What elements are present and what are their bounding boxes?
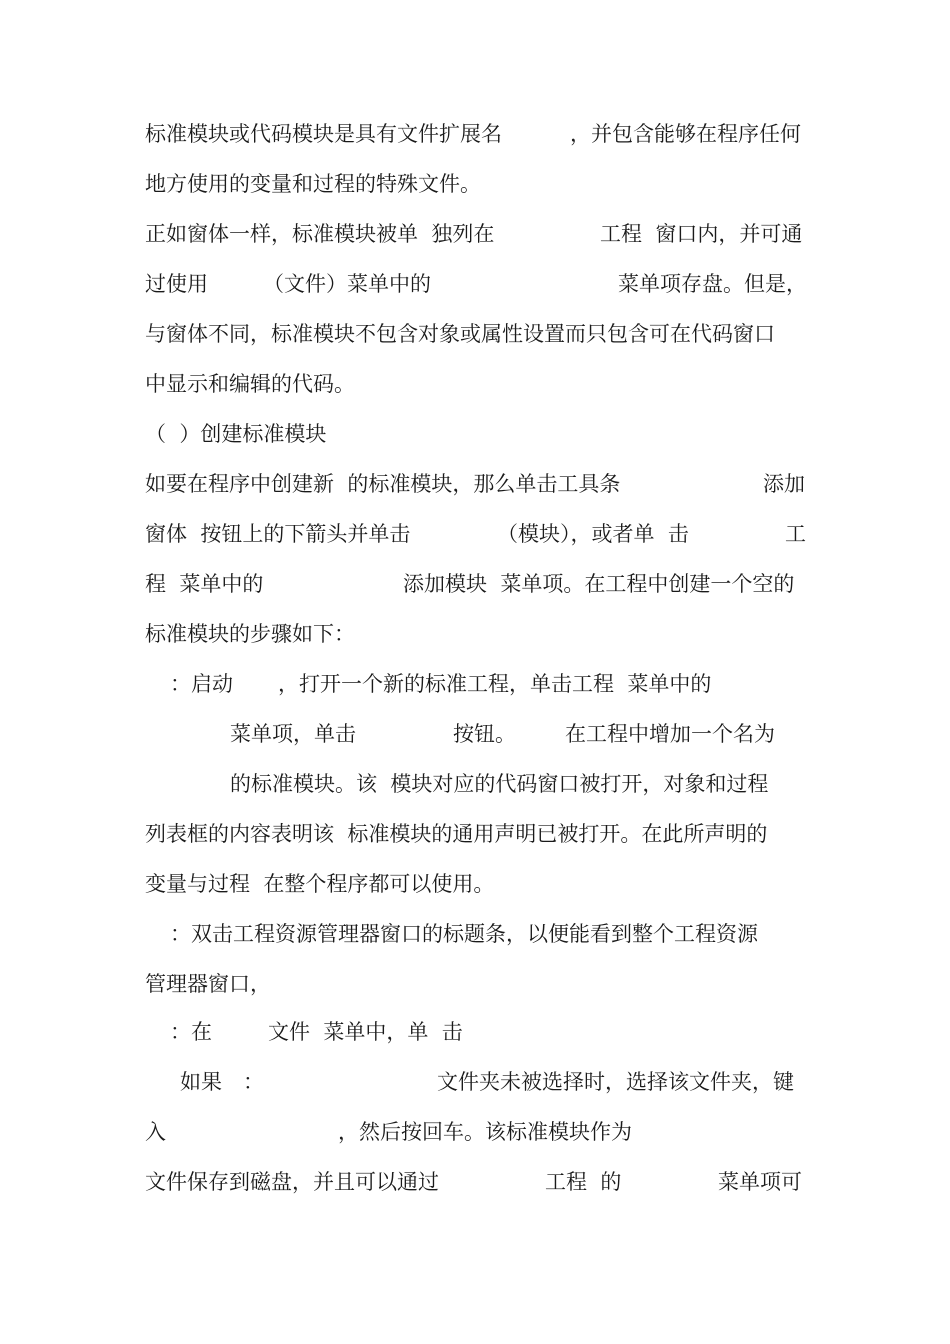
- text-line: [0, 268, 950, 300]
- text-segment: 管理器窗口，: [145, 972, 271, 996]
- text-segment: 文件夹未被选择时，选择该文件夹，键: [437, 1070, 794, 1094]
- text-line: [0, 118, 950, 150]
- text-segment: （模块），或者单 击: [497, 522, 689, 546]
- text-segment: ：双击工程资源管理器窗口的标题条，以便能看到整个工程资源: [170, 922, 758, 946]
- text-line: [0, 168, 950, 200]
- text-line: [0, 1016, 950, 1048]
- text-segment: 在工程中增加一个名为: [565, 722, 775, 746]
- text-line: [0, 568, 950, 600]
- text-line: [0, 518, 950, 550]
- text-segment: 标准模块或代码模块是具有文件扩展名: [145, 122, 502, 146]
- text-segment: 中显示和编辑的代码。: [145, 372, 355, 396]
- text-segment: ：: [243, 1070, 264, 1094]
- text-segment: （ ）创建标准模块: [145, 422, 327, 446]
- text-segment: （文件）菜单中的: [263, 272, 431, 296]
- text-segment: 如要在程序中创建新 的标准模块，那么单击工具条: [145, 472, 621, 496]
- text-segment: 与窗体不同，标准模块不包含对象或属性设置而只包含可在代码窗口: [145, 322, 775, 346]
- text-segment: 程 菜单中的: [145, 572, 264, 596]
- text-line: [0, 618, 950, 650]
- text-segment: 菜单项，单击: [230, 722, 356, 746]
- text-segment: 如果: [180, 1070, 222, 1094]
- text-line: [0, 818, 950, 850]
- text-line: [0, 218, 950, 250]
- text-line: [0, 1066, 950, 1098]
- text-segment: ，打开一个新的标准工程，单击工程 菜单中的: [278, 672, 712, 696]
- text-segment: 工程 的: [545, 1170, 622, 1194]
- text-segment: 文件 菜单中，单 击: [268, 1020, 463, 1044]
- text-segment: 添加模块 菜单项。在工程中创建一个空的: [403, 572, 795, 596]
- text-segment: 菜单项存盘。但是，: [618, 272, 807, 296]
- text-line: [0, 868, 950, 900]
- text-segment: 正如窗体一样，标准模块被单 独列在: [145, 222, 495, 246]
- text-segment: 按钮。: [453, 722, 516, 746]
- text-line: [0, 468, 950, 500]
- text-segment: 变量与过程 在整个程序都可以使用。: [145, 872, 495, 896]
- text-segment: 过使用: [145, 272, 208, 296]
- text-segment: 窗体 按钮上的下箭头并单击: [145, 522, 411, 546]
- text-segment: 列表框的内容表明该 标准模块的通用声明已被打开。在此所声明的: [145, 822, 768, 846]
- text-segment: 的标准模块。该 模块对应的代码窗口被打开，对象和过程: [230, 772, 769, 796]
- text-line: [0, 1166, 950, 1198]
- text-segment: 入: [145, 1120, 166, 1144]
- text-segment: ，并包含能够在程序任何: [570, 122, 801, 146]
- text-line: [0, 668, 950, 700]
- text-segment: 菜单项可: [718, 1170, 802, 1194]
- text-segment: 地方使用的变量和过程的特殊文件。: [145, 172, 481, 196]
- text-line: [0, 1116, 950, 1148]
- text-segment: ：启动: [170, 672, 233, 696]
- text-line: [0, 718, 950, 750]
- text-segment: ，然后按回车。该标准模块作为: [338, 1120, 632, 1144]
- text-line: [0, 918, 950, 950]
- section-heading: [0, 418, 950, 450]
- text-segment: 标准模块的步骤如下：: [145, 622, 355, 646]
- text-segment: 工: [785, 522, 806, 546]
- text-segment: 工程 窗口内，并可通: [600, 222, 803, 246]
- text-line: [0, 368, 950, 400]
- text-line: [0, 768, 950, 800]
- text-segment: 文件保存到磁盘，并且可以通过: [145, 1170, 439, 1194]
- text-segment: 添加: [763, 472, 805, 496]
- text-segment: ：在: [170, 1020, 212, 1044]
- text-line: [0, 318, 950, 350]
- text-line: [0, 968, 950, 1000]
